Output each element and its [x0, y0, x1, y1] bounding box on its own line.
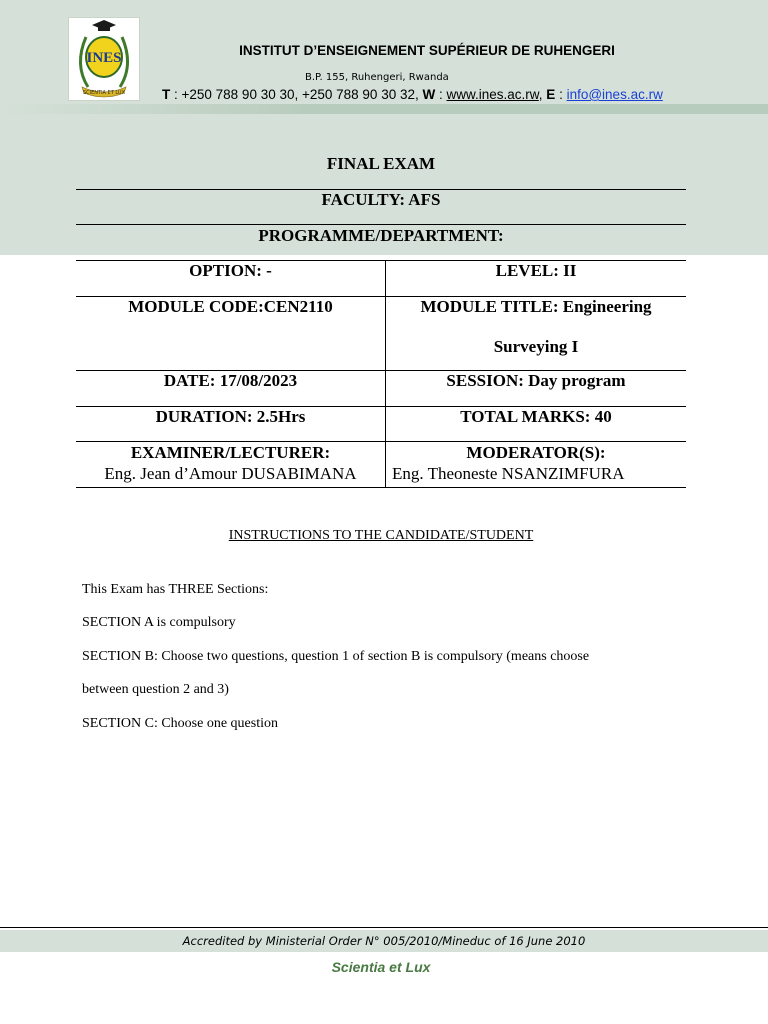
svg-text:SCIENTIA ET LUX: SCIENTIA ET LUX — [82, 90, 126, 96]
email-link[interactable]: info@ines.ac.rw — [566, 87, 663, 102]
exam-title: FINAL EXAM — [326, 154, 436, 173]
footer-motto: Scientia et Lux — [331, 959, 431, 975]
instruction-line: This Exam has THREE Sections: — [82, 582, 269, 597]
total-marks-cell — [386, 407, 686, 427]
moderator-name: Eng. Theoneste NSANZIMFURA — [392, 464, 625, 483]
date-value: DATE: 17/08/2023 — [163, 371, 298, 390]
total-marks-value: TOTAL MARKS: 40 — [460, 407, 612, 426]
instruction-line: SECTION B: Choose two questions, question 1 of section B is compulsory (means choose — [82, 649, 590, 664]
module-title-cell — [386, 297, 686, 357]
examiner-name: Eng. Jean d’Amour DUSABIMANA — [104, 464, 357, 483]
institute-address: B.P. 155, Ruhengeri, Rwanda — [305, 72, 449, 83]
faculty-label: FACULTY: AFS — [321, 190, 441, 209]
session-value: SESSION: Day program — [446, 371, 626, 390]
phone-numbers: : +250 788 90 30 30, +250 788 90 30 32, — [170, 87, 423, 102]
module-code-value: MODULE CODE:CEN2110 — [128, 297, 333, 316]
accreditation-note: Accredited by Ministerial Order N° 005/2010/Mineduc of 16 June 2010 — [0, 930, 768, 952]
level-cell — [386, 261, 686, 281]
date-cell — [76, 371, 385, 391]
table-rule-bottom — [76, 487, 686, 488]
ines-logo — [68, 17, 140, 101]
phone-label: T — [162, 87, 171, 102]
svg-text:INES: INES — [86, 50, 122, 66]
module-title-text-1: MODULE TITLE: Engineering — [420, 297, 652, 316]
session-cell — [386, 371, 686, 391]
website-separator: : — [435, 87, 447, 102]
programme-label: PROGRAMME/DEPARTMENT: — [258, 226, 504, 245]
module-title-text-2: Surveying I — [493, 337, 579, 356]
examiner-label — [76, 442, 385, 463]
duration-cell — [76, 407, 385, 427]
module-code-cell — [76, 297, 385, 317]
instruction-line: between question 2 and 3) — [82, 682, 229, 697]
website-link[interactable]: www.ines.ac.rw — [446, 87, 539, 102]
institute-name: INSTITUT D’ENSEIGNEMENT SUPÉRIEUR DE RUHENGERI — [239, 43, 615, 58]
instruction-line: SECTION A is compulsory — [82, 615, 236, 630]
instructions-heading: INSTRUCTIONS TO THE CANDIDATE/STUDENT — [228, 528, 534, 543]
institute-contact — [162, 87, 663, 102]
footer-divider — [0, 927, 768, 928]
option-cell — [76, 261, 385, 281]
rule-after-faculty — [76, 224, 686, 225]
email-separator: , — [538, 87, 547, 102]
examiner-label-text: EXAMINER/LECTURER: — [130, 443, 331, 462]
moderator-label-text: MODERATOR(S): — [466, 443, 606, 462]
module-title-line-1 — [386, 297, 686, 317]
email-colon: : — [555, 87, 567, 102]
duration-value: DURATION: 2.5Hrs — [155, 407, 306, 426]
examiner-cell — [76, 442, 385, 484]
website-label: W — [422, 87, 436, 102]
module-title-line-2 — [386, 337, 686, 357]
moderator-cell — [386, 442, 686, 484]
option-value: OPTION: - — [189, 261, 272, 280]
level-value: LEVEL: II — [495, 261, 577, 280]
instruction-line: SECTION C: Choose one question — [82, 716, 278, 731]
moderator-label — [386, 442, 686, 463]
header-stripe — [0, 104, 768, 114]
email-label: E — [546, 87, 556, 102]
